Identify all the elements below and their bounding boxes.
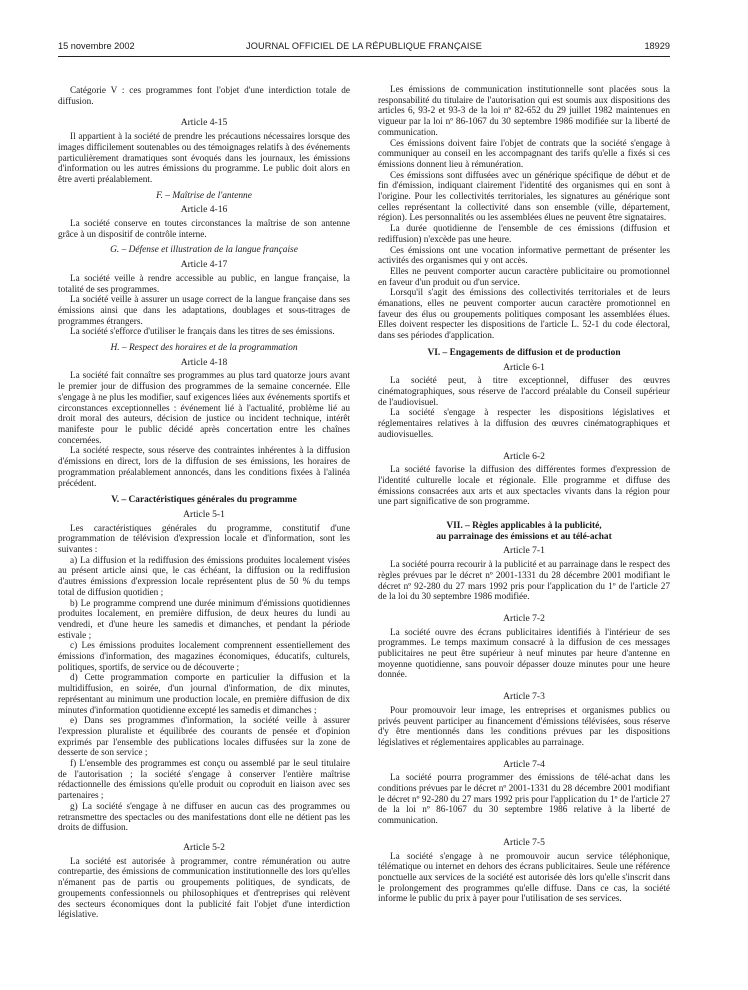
right-column xyxy=(378,85,670,905)
paragraph: La société fait connaître ses programmes au plus tard quatorze jours avant le premier jour de diffusion des programmes de la semaine concernée. Elle s'engage à ne plus les modifier, sauf exigences liées aux événements sportifs et circonstances exceptionnelles : événement lié à l'actualité, problème lié au droit moral des auteurs, décision de justice ou incident technique, intérêt manifeste pour le public décidé après concertation entre les chaînes concernées. xyxy=(58,371,350,446)
section-heading: H. – Respect des horaires et de la programmation xyxy=(110,343,298,354)
running-header xyxy=(58,40,670,54)
article-heading: Article 5-2 xyxy=(183,842,225,853)
paragraph: Pour promouvoir leur image, les entreprises et organismes publics ou privés peuvent participer au financement d'émissions télévisées, sous réserve d'y être mentionnés dans les conditions prévues par les dispositions législatives et réglementaires applicables au parrainage. xyxy=(378,705,670,748)
paragraph: La société pourra recourir à la publicité et au parrainage dans le respect des règles prévues par le décret nº 2001-1331 du 28 décembre 2001 modifiant le décret nº 92-280 du 27 mars 1992 pris pour l'application du 1º de l'article 27 de la loi du 30 septembre 1986 modifiée. xyxy=(378,560,670,603)
paragraph: La société pourra programmer des émissions de télé-achat dans les conditions prévues par le décret nº 2001-1331 du 28 décembre 2001 modifiant le décret nº 92-280 du 27 mars 1992 pris pour l'application du 1º de l'article 27 de la loi nº 86-1067 du 30 septembre 1986 relative à la liberté de communication. xyxy=(378,773,670,827)
article-heading: Article 4-15 xyxy=(180,117,228,129)
article-heading: Article 5-1 xyxy=(183,508,225,520)
paragraph: Lorsqu'il s'agit des émissions des collectivités territoriales et de leurs émanations, elles ne peuvent comporter aucun caractère promotionnel en faveur des élus ou groupements politiques composant les assemblées élues. Elles doivent respecter les dispositions de l'article L. 52-1 du code électoral, dans ses périodes d'application. xyxy=(378,288,670,342)
paragraph: Elles ne peuvent comporter aucun caractère publicitaire ou promotionnel en faveur d'un produit ou d'un service. xyxy=(378,266,670,288)
paragraph: La société s'efforce d'utiliser le français dans les titres de ses émissions. xyxy=(70,327,335,338)
list-item: f) L'ensemble des programmes est conçu ou assemblé par le seul titulaire de l'autorisation ; la société s'engage à conserver l'entière maîtrise rédactionnelle des émissions qu'elle produit ou coproduit en liaison avec ses partenaires ; xyxy=(58,759,350,802)
section-heading: VII. – Règles applicables à la publicité, xyxy=(446,521,602,532)
paragraph: La société respecte, sous réserve des contraintes inhérentes à la diffusion d'émissions en direct, lors de la diffusion de ses émissions, les horaires de programmation préalablement annoncés, dans les conditions fixées à l'alinéa précédent. xyxy=(58,446,350,489)
paragraph: Catégorie V : ces programmes font l'objet d'une interdiction totale de diffusion. xyxy=(58,86,350,107)
article-heading: Article 4-17 xyxy=(180,259,228,271)
article-heading: Article 7-2 xyxy=(503,612,545,624)
paragraph: Il appartient à la société de prendre les précautions nécessaires lorsque des images difficilement soutenables ou des témoignages relatifs à des événements particulièrement dramatiques sont évoqués dans les journaux, les émissions d'information ou les autres émissions du programme. Le public doit alors en être averti préalablement. xyxy=(58,132,350,185)
left-column xyxy=(58,86,350,921)
article-heading: Article 7-3 xyxy=(503,691,545,703)
paragraph: Ces émissions ont une vocation informative permettant de présenter les activités des organismes qui y ont accès. xyxy=(378,245,670,267)
article-heading: Article 7-4 xyxy=(503,758,545,770)
list-item: e) Dans ses programmes d'information, la société veille à assurer l'expression pluraliste et équilibrée des courants de pensée et d'opinion exprimés par l'ensemble des publications locales diffusées sur la zone de desserte de son service ; xyxy=(58,716,350,759)
paragraph: La société est autorisée à programmer, contre rémunération ou autre contrepartie, des émissions de communication institutionnelle des lors qu'elles n'émanent pas de partis ou groupements politiques, de syndicats, de groupements confessionnels ou philosophiques et d'entreprises qui relèvent des secteurs économiques dont la publicité fait l'objet d'une interdiction législative. xyxy=(58,856,350,921)
section-heading: G. – Défense et illustration de la langue française xyxy=(110,245,298,256)
paragraph: Les caractéristiques générales du programme, constitutif d'une programmation de télévision d'expression locale et d'information, sont les suivantes : xyxy=(58,523,350,556)
list-item: g) La société s'engage à ne diffuser en aucun cas des programmes ou retransmettre des spectacles ou des manifestations dont elle ne détient pas les droits de diffusion. xyxy=(58,801,350,834)
list-item: c) Les émissions produites localement comprennent essentiellement des émissions d'information, des magazines économiques, éducatifs, culturels, politiques, sportifs, de service ou de découverte ; xyxy=(58,641,350,673)
header-date: 15 novembre 2002 xyxy=(58,41,135,51)
paragraph: La société veille à assurer un usage correct de la langue française dans ses émissions ainsi que dans les adaptations, doublages et sous-titrages de programmes étrangers. xyxy=(58,295,350,327)
section-heading-continued: au parrainage des émissions et au télé-achat xyxy=(436,531,612,542)
article-heading: Article 4-18 xyxy=(180,356,228,368)
section-heading: F. – Maîtrise de l'antenne xyxy=(156,190,252,201)
header-journal-title: JOURNAL OFFICIEL DE LA RÉPUBLIQUE FRANÇAISE xyxy=(246,41,482,51)
article-heading: Article 4-16 xyxy=(180,204,228,216)
article-heading: Article 7-1 xyxy=(503,545,545,557)
paragraph: La durée quotidienne de l'ensemble de ces émissions (diffusion et rediffusion) n'excède pas une heure. xyxy=(378,224,670,245)
list-item: d) Cette programmation comporte en particulier la diffusion et la multidiffusion, en soirée, d'un journal d'information, de dix minutes, représentant au minimum une production locale, en première diffusion de dix minutes d'information quotidienne excepté les samedis et dimanches ; xyxy=(58,673,350,716)
paragraph: La société favorise la diffusion des différentes formes d'expression de l'identité culturelle locale et régionale. Elle programme et diffuse des émissions consacrées aux arts et aux spectacles vivants dans la région pour une part significative de son programme. xyxy=(378,465,670,508)
paragraph: Ces émissions doivent faire l'objet de contrats que la société s'engage à communiquer au conseil en les accompagnant des tarifs qu'elle a fixés si ces émissions donnent lieu à rémunération. xyxy=(378,138,670,170)
paragraph: La société s'engage à ne promouvoir aucun service téléphonique, télématique ou internet en dehors des écrans publicitaires. Seule une référence ponctuelle aux services de la société est autorisée dès lors qu'elle s'inscrit dans le prolongement des programmes qu'elle diffuse. Dans ce cas, la société informe le public du prix à payer pour l'utilisation de ses services. xyxy=(378,851,670,905)
article-heading: Article 7-5 xyxy=(503,836,545,848)
list-item: a) La diffusion et la rediffusion des émissions produites localement visées au présent article ainsi que, le cas échéant, la diffusion ou la rediffusion d'autres émissions d'expression locale représentent plus de 50 % du temps total de diffusion quotidien ; xyxy=(58,555,350,598)
header-rule xyxy=(58,56,670,57)
paragraph: Ces émissions sont diffusées avec un générique spécifique de début et de fin d'émission, indiquant clairement l'identité des organismes qui en sont à l'origine. Pour les collectivités territoriales, les signatures au générique sont celles représentant la collectivité dans son ensemble (ville, département, région). Les personnalités ou les assemblées élues ne peuvent être signataires. xyxy=(378,170,670,224)
paragraph: La société peut, à titre exceptionnel, diffuser des œuvres cinématographiques, sous réserve de l'accord préalable du Conseil supérieur de l'audiovisuel. xyxy=(378,376,670,408)
paragraph: La société conserve en toutes circonstances la maîtrise de son antenne grâce à un dispositif de contrôle interne. xyxy=(58,219,350,240)
article-heading: Article 6-1 xyxy=(503,361,545,373)
header-page-number: 18929 xyxy=(644,41,670,51)
paragraph: La société veille à rendre accessible au public, en langue française, la totalité de ses programmes. xyxy=(58,273,350,295)
article-heading: Article 6-2 xyxy=(503,450,545,462)
paragraph: La société ouvre des écrans publicitaires identifiés à l'intérieur de ses programmes. Le temps maximum consacré à la diffusion de ces messages publicitaires ne peut être supérieur à neuf minutes par heure d'antenne en moyenne quotidienne, sans pouvoir dépasser douze minutes pour une heure donnée. xyxy=(378,627,670,681)
paragraph: La société s'engage à respecter les dispositions législatives et réglementaires relatives à la diffusion des œuvres cinématographiques et audiovisuelles. xyxy=(378,408,670,440)
list-item: b) Le programme comprend une durée minimum d'émissions quotidiennes produites localement, en première diffusion, de deux heures du lundi au vendredi, et d'une heure les samedis et dimanches, et pendant la période estivale ; xyxy=(58,598,350,641)
section-heading: VI. – Engagements de diffusion et de production xyxy=(427,347,621,358)
paragraph: Les émissions de communication institutionnelle sont placées sous la responsabilité du titulaire de l'autorisation qui est soumis aux dispositions des articles 6, 93-2 et 93-3 de la loi nº 82-652 du 29 juillet 1982 maintenues en vigueur par la loi nº 86-1067 du 30 septembre 1986 modifiée sur la liberté de communication. xyxy=(378,85,670,138)
section-heading: V. – Caractéristiques générales du programme xyxy=(111,495,297,506)
